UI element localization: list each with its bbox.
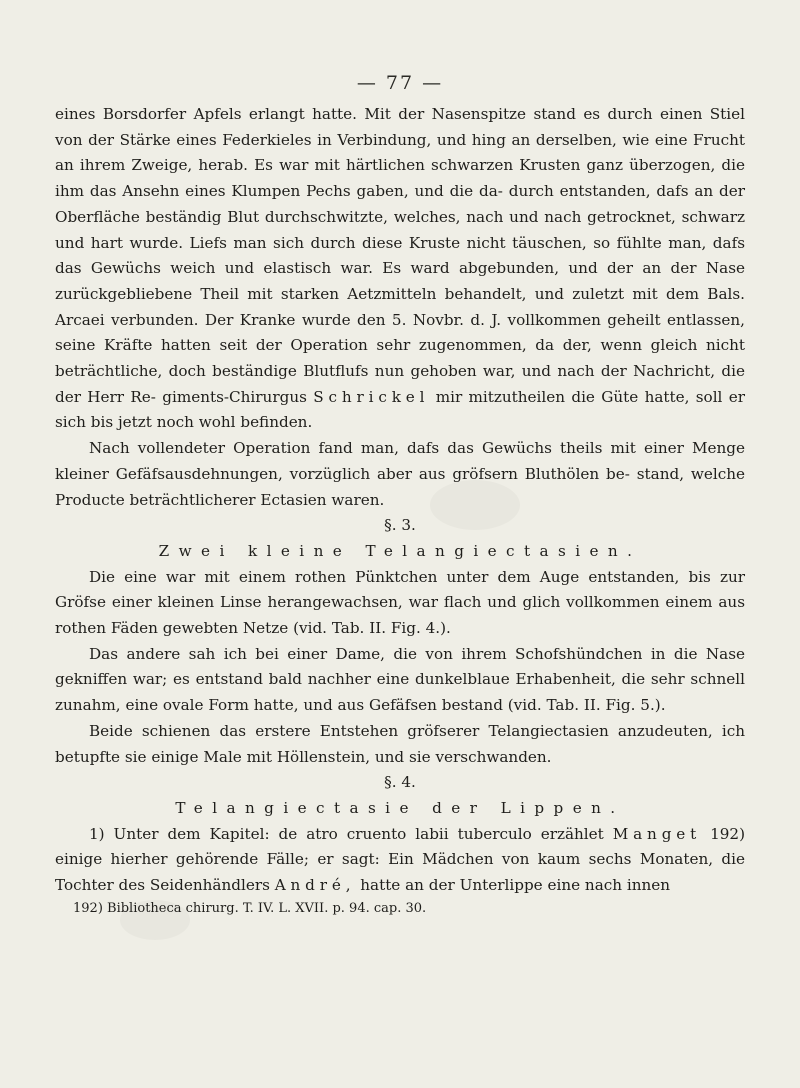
paragraph: [55, 822, 745, 899]
paragraph-continuation: [55, 102, 745, 436]
person-name: Schrickel: [313, 387, 430, 406]
para-text: 1) Unter dem Kapitel: de atro cruento labii tuberculo erzählet: [89, 824, 604, 843]
main-text: [55, 102, 745, 919]
footnote-ref: 192): [710, 824, 745, 843]
paragraph: Die eine war mit einem rothen Pünktchen unter dem Auge entstanden, bis zur Gröfse einer kleinen Linse herangewachsen, war flach und glich vollkommen einem aus rothen Fäden gewebten Netze (vid. Tab. II. Fig. 4.).: [55, 567, 745, 638]
page-number: — 77 —: [356, 72, 444, 94]
para-text: hatte an der Unterlippe eine nach innen: [360, 876, 671, 895]
para-text: eines Borsdorfer Apfels erlangt hatte. Mit der Nasenspitze stand es durch einen Stiel von der Stärke eines Federkieles in Verbindung, und hing an derselben, wie eine Frucht an ihrem Zweige, herab. Es war mit härtlichen schwarzen Krusten ganz überzogen, die ihm das Ansehn eines Klumpen Pechs gaben, und die da- durch entstanden, dafs an der Oberfläche beständig Blut durchschwitzte, welches, nach und nach getrocknet, schwarz und hart wurde. Liefs man sich durch diese Kruste nicht täuschen, so fühlte man, dafs das Gewüchs weich und elastisch war. Es ward abgebunden, und der an der Nase zurückgebliebene Theil mit starken Aetzmitteln behandelt, und zuletzt mit dem Bals. Arcaei verbunden. Der Kranke wurde den 5. Novbr. d. J. vollkommen geheilt entlassen, seine Kräfte hatten seit der Operation sehr zugenommen, da der, wenn gleich nicht beträchtliche, doch beständige Blutflufs nun gehoben war, und nach der Nachricht, die der Herr Re- giments-Chirurgus: [55, 105, 745, 406]
person-name: Manget: [612, 824, 702, 843]
footnote: 192) Bibliotheca chirurg. T. IV. L. XVII. p. 94. cap. 30.: [73, 900, 427, 916]
person-name: André,: [274, 876, 356, 895]
section-title: Zwei kleine Telangiectasien.: [158, 541, 642, 560]
paragraph: Nach vollendeter Operation fand man, dafs das Gewüchs theils mit einer Menge kleiner Gefäfsausdehnungen, vorzüglich aber aus gröfsern Bluthölen be- stand, welche Producte beträchtlicherer Ectasien waren.: [55, 439, 745, 509]
section-number: §. 4.: [384, 773, 416, 792]
paragraph: Das andere sah ich bei einer Dame, die von ihrem Schofshündchen in die Nase gekniffen war; es entstand bald nachher eine dunkelblaue Erhabenheit, die sehr schnell zunahm, eine ovale Form hatte, und aus Gefäfsen bestand (vid. Tab. II. Fig. 5.).: [55, 644, 745, 715]
section-number: §. 3.: [384, 516, 416, 535]
section-title: Telangiectasie der Lippen.: [175, 798, 625, 817]
para-text: einige hierher gehörende Fälle; er sagt: Ein Mädchen von kaum sechs Monaten, die Tochter des Seidenhändlers: [55, 850, 745, 895]
paragraph: Beide schienen das erstere Entstehen gröfserer Telangiectasien anzudeuten, ich betupfte sie einige Male mit Höllenstein, und sie verschwanden.: [55, 721, 745, 766]
para-text: mir mitzutheilen die Güte hatte, soll er sich bis jetzt noch wohl befinden.: [55, 387, 745, 432]
